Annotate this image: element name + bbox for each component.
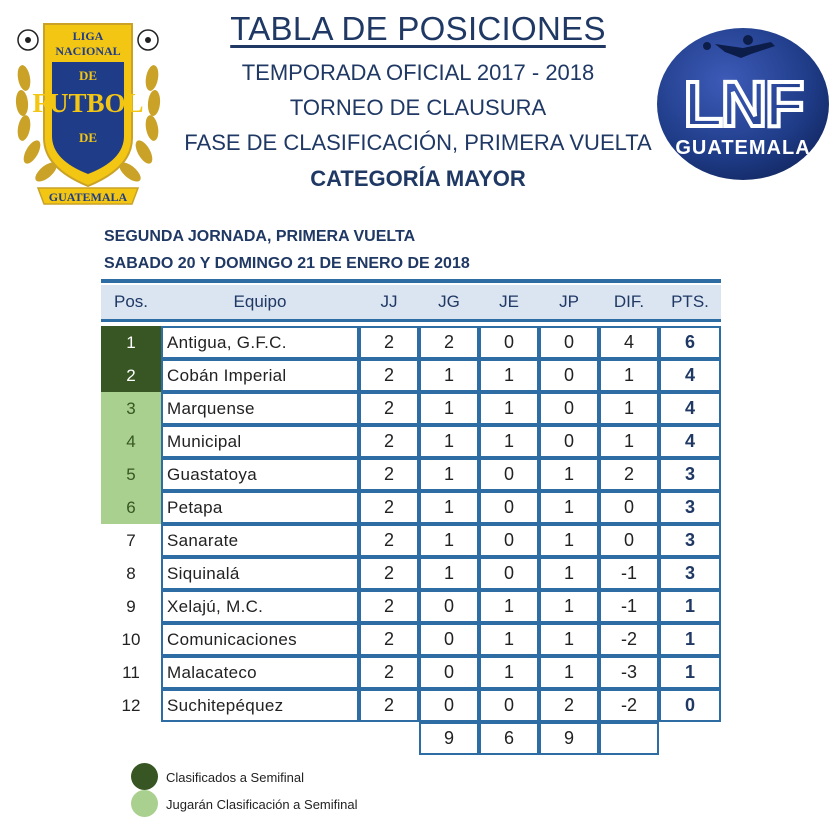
jg-cell: 1 [419,359,479,392]
col-header-pos: Pos. [113,292,149,311]
logo-text-nacional: NACIONAL [55,44,121,58]
dif-cell: 1 [599,392,659,425]
position-cell: 5 [101,458,161,491]
je-cell: 1 [479,656,539,689]
dif-cell: 0 [599,491,659,524]
jg-cell: 1 [419,557,479,590]
je-cell: 0 [479,524,539,557]
jj-cell: 2 [359,557,419,590]
team-cell: Malacateco [161,656,359,689]
position-cell: 7 [126,531,136,550]
table-top-rule [101,279,721,283]
pts-cell: 4 [659,359,721,392]
je-cell: 1 [479,590,539,623]
col-header-jj: JJ [380,292,398,311]
jp-cell: 0 [539,425,599,458]
jj-cell: 2 [359,425,419,458]
pts-cell: 4 [659,425,721,458]
table-row [101,359,721,392]
team-cell: Municipal [161,425,359,458]
page-title: TABLA DE POSICIONES [230,10,606,47]
logo-text-de-2: DE [78,130,98,145]
position-cell: 3 [101,392,161,425]
pts-cell: 3 [659,557,721,590]
je-cell: 0 [479,458,539,491]
jp-cell: 0 [539,392,599,425]
jj-cell: 2 [359,326,419,359]
pts-cell: 3 [659,524,721,557]
team-cell: Marquense [161,392,359,425]
table-row [101,557,721,590]
je-cell: 1 [479,623,539,656]
pts-cell: 1 [659,656,721,689]
jj-cell: 2 [359,458,419,491]
pts-cell: 0 [659,689,721,722]
jj-cell: 2 [359,689,419,722]
col-header-pts: PTS. [671,292,709,311]
jj-cell: 2 [359,392,419,425]
col-header-jg: JG [438,292,460,311]
table-row [101,458,721,491]
col-header-je: JE [499,292,519,311]
col-header-jp: JP [559,292,579,311]
pts-cell: 1 [659,623,721,656]
dif-cell: -3 [599,656,659,689]
legend-dot-qualified [131,763,158,790]
jg-cell: 0 [419,689,479,722]
jj-cell: 2 [359,656,419,689]
table-row [101,326,721,359]
jj-cell: 2 [359,491,419,524]
logo-text-futbol: FUTBOL [32,88,144,118]
position-cell: 2 [101,359,161,392]
position-cell: 10 [121,630,141,649]
jp-cell: 1 [539,491,599,524]
total-dif [599,722,659,755]
logo-guatemala-text: GUATEMALA [675,137,811,159]
jp-cell: 1 [539,557,599,590]
legend-label-qualified: Clasificados a Semifinal [166,770,305,785]
total-jg: 9 [419,722,479,755]
pts-cell: 4 [659,392,721,425]
category-label: CATEGORÍA MAYOR [310,166,526,191]
dif-cell: -2 [599,689,659,722]
jp-cell: 1 [539,656,599,689]
jp-cell: 0 [539,359,599,392]
je-cell: 0 [479,326,539,359]
team-cell: Siquinalá [161,557,359,590]
jj-cell: 2 [359,359,419,392]
team-cell: Petapa [161,491,359,524]
team-cell: Cobán Imperial [161,359,359,392]
team-cell: Sanarate [161,524,359,557]
table-row [101,524,721,557]
jp-cell: 1 [539,590,599,623]
jp-cell: 1 [539,524,599,557]
table-row [101,425,721,458]
total-je: 6 [479,722,539,755]
table-row [101,689,721,722]
dif-cell: -1 [599,557,659,590]
position-cell: 9 [126,597,136,616]
je-cell: 0 [479,557,539,590]
position-cell: 4 [101,425,161,458]
team-cell: Comunicaciones [161,623,359,656]
pts-cell: 3 [659,491,721,524]
dif-cell: -1 [599,590,659,623]
jj-cell: 2 [359,590,419,623]
jj-cell: 2 [359,524,419,557]
pts-cell: 1 [659,590,721,623]
dif-cell: 4 [599,326,659,359]
logo-text-liga: LIGA [72,29,104,43]
position-cell: 8 [126,564,136,583]
jg-cell: 1 [419,491,479,524]
table-header [101,285,721,322]
table-row [101,623,721,656]
dif-cell: 2 [599,458,659,491]
position-cell: 1 [101,326,161,359]
table-row [101,656,721,689]
team-cell: Xelajú, M.C. [161,590,359,623]
jj-cell: 2 [359,623,419,656]
jg-cell: 0 [419,656,479,689]
dif-cell: 1 [599,425,659,458]
tournament-label: TORNEO DE CLAUSURA [289,95,547,120]
jp-cell: 1 [539,458,599,491]
dif-cell: 1 [599,359,659,392]
phase-label: FASE DE CLASIFICACIÓN, PRIMERA VUELTA [184,130,652,155]
team-cell: Guastatoya [161,458,359,491]
jp-cell: 1 [539,623,599,656]
legend-dot-playoff [131,790,158,817]
table-row [101,590,721,623]
jg-cell: 1 [419,458,479,491]
pts-cell: 3 [659,458,721,491]
jg-cell: 1 [419,524,479,557]
je-cell: 0 [479,689,539,722]
position-cell: 12 [121,696,141,715]
pts-cell: 6 [659,326,721,359]
dif-cell: 0 [599,524,659,557]
col-header-team: Equipo [233,292,287,311]
jg-cell: 2 [419,326,479,359]
je-cell: 1 [479,425,539,458]
jg-cell: 1 [419,425,479,458]
position-cell: 11 [122,663,140,682]
jp-cell: 0 [539,326,599,359]
legend-label-playoff: Jugarán Clasificación a Semifinal [166,797,358,812]
round-label: SEGUNDA JORNADA, PRIMERA VUELTA [104,228,416,245]
dates-label: SABADO 20 Y DOMINGO 21 DE ENERO DE 2018 [104,255,470,272]
logo-lnf-letters: LNF [683,68,803,140]
dif-cell: -2 [599,623,659,656]
je-cell: 1 [479,392,539,425]
logo-text-de-1: DE [78,68,98,83]
team-cell: Suchitepéquez [161,689,359,722]
col-header-dif: DIF. [613,292,645,311]
je-cell: 0 [479,491,539,524]
season-label: TEMPORADA OFICIAL 2017 - 2018 [241,60,595,85]
jg-cell: 1 [419,392,479,425]
jp-cell: 2 [539,689,599,722]
je-cell: 1 [479,359,539,392]
jg-cell: 0 [419,590,479,623]
position-cell: 6 [101,491,161,524]
team-cell: Antigua, G.F.C. [161,326,359,359]
jg-cell: 0 [419,623,479,656]
logo-ribbon-text: GUATEMALA [48,190,128,204]
total-jp: 9 [539,722,599,755]
table-row [101,392,721,425]
table-row [101,491,721,524]
